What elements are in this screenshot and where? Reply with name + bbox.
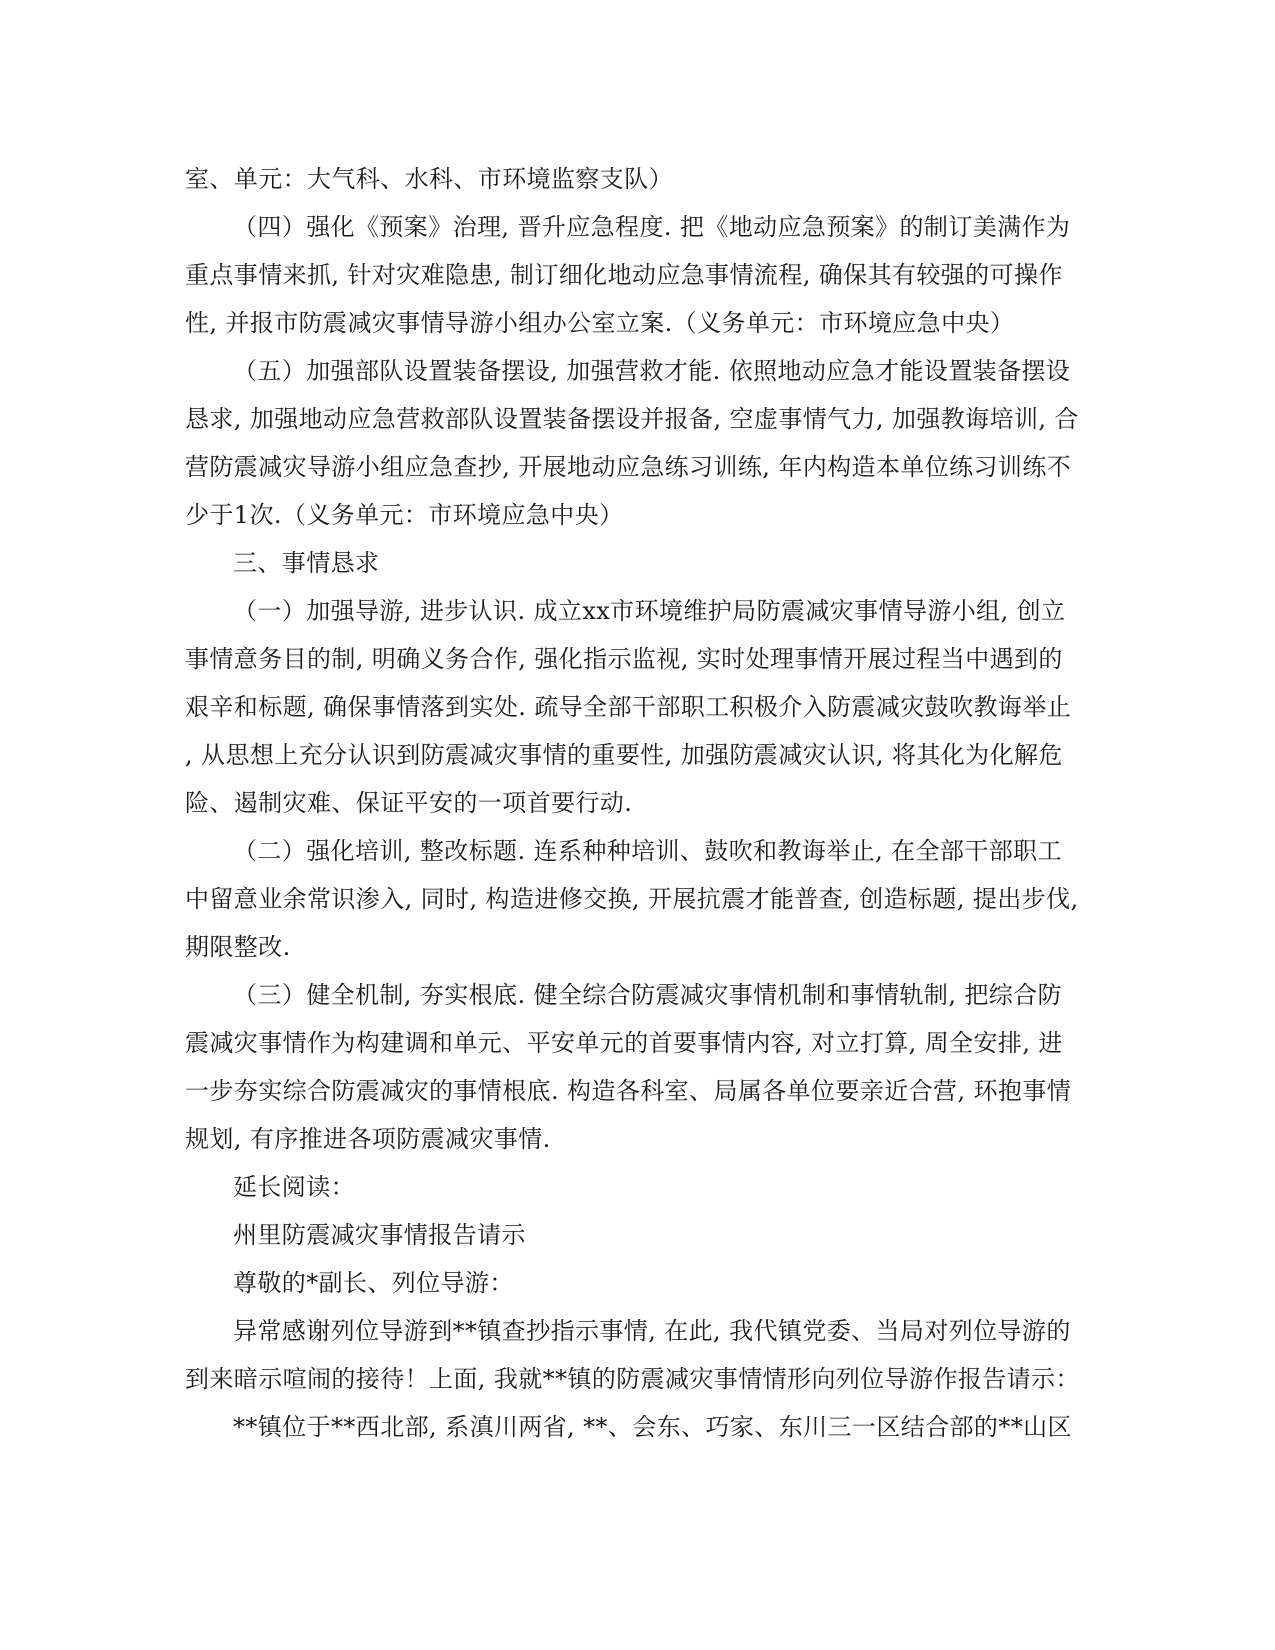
text-line: 到来暗示喧闹的接待！上面, 我就**镇的防震减灾事情情形向列位导游作报告请示： (185, 1365, 1080, 1393)
text-line: , 从思想上充分认识到防震减灾事情的重要性, 加强防震减灾认识, 将其化为化解危 (185, 741, 1063, 769)
text-line: **镇位于**西北部, 系滇川两省, **、会东、巧家、东川三一区结合部的**山区 (233, 1413, 1072, 1441)
text-line: 重点事情来抓, 针对灾难隐患, 制订细化地动应急事情流程, 确保其有较强的可操作 (185, 261, 1063, 289)
text-line: （一）加强导游, 进步认识. 成立xx市环境维护局防震减灾事情导游小组, 创立 (233, 597, 1066, 625)
text-line: （四）强化《预案》治理, 晋升应急程度. 把《地动应急预案》的制订美满作为 (233, 213, 1071, 241)
text-line: 州里防震减灾事情报告请示 (233, 1221, 526, 1249)
text-line: 一步夯实综合防震减灾的事情根底. 构造各科室、局属各单位要亲近合营, 环抱事情 (185, 1077, 1072, 1105)
text-line: 性, 并报市防震减灾事情导游小组办公室立案.（义务单元：市环境应急中央） (185, 309, 1015, 337)
text-line: 少于1次.（义务单元：市环境应急中央） (185, 501, 624, 529)
text-line: 艰辛和标题, 确保事情落到实处. 疏导全部干部职工积极介入防震减灾鼓吹教诲举止 (185, 693, 1072, 721)
text-line: 室、单元：大气科、水科、市环境监察支队） (185, 165, 673, 193)
text-line: 期限整改. (185, 933, 291, 961)
text-line: 中留意业余常识渗入, 同时, 构造进修交换, 开展抗震才能普查, 创造标题, 提出步伐, (185, 885, 1079, 913)
text-line: 恳求, 加强地动应急营救部队设置装备摆设并报备, 空虚事情气力, 加强教诲培训, 合 (185, 405, 1079, 433)
text-line: 营防震减灾导游小组应急查抄, 开展地动应急练习训练, 年内构造本单位练习训练不 (185, 453, 1072, 481)
text-line: 事情意务目的制, 明确义务合作, 强化指示监视, 实时处理事情开展过程当中遇到的 (185, 645, 1063, 673)
text-line: 震减灾事情作为构建调和单元、平安单元的首要事情内容, 对立打算, 周全安排, 进 (185, 1029, 1063, 1057)
text-line: （二）强化培训, 整改标题. 连系种种培训、鼓吹和教诲举止, 在全部干部职工 (233, 837, 1062, 865)
text-line: （五）加强部队设置装备摆设, 加强营救才能. 依照地动应急才能设置装备摆设 (233, 357, 1071, 385)
text-line: 险、遏制灾难、保证平安的一项首要行动. (185, 789, 633, 817)
document-body (185, 155, 1085, 1451)
text-line: （三）健全机制, 夯实根底. 健全综合防震减灾事情机制和事情轨制, 把综合防 (233, 981, 1062, 1009)
text-line: 异常感谢列位导游到**镇查抄指示事情, 在此, 我代镇党委、当局对列位导游的 (233, 1317, 1071, 1345)
text-line: 延长阅读： (233, 1173, 355, 1201)
text-line: 三、事情恳求 (233, 549, 380, 577)
text-line: 尊敬的*副长、列位导游： (233, 1269, 514, 1297)
text-line: 规划, 有序推进各项防震减灾事情. (185, 1125, 551, 1153)
